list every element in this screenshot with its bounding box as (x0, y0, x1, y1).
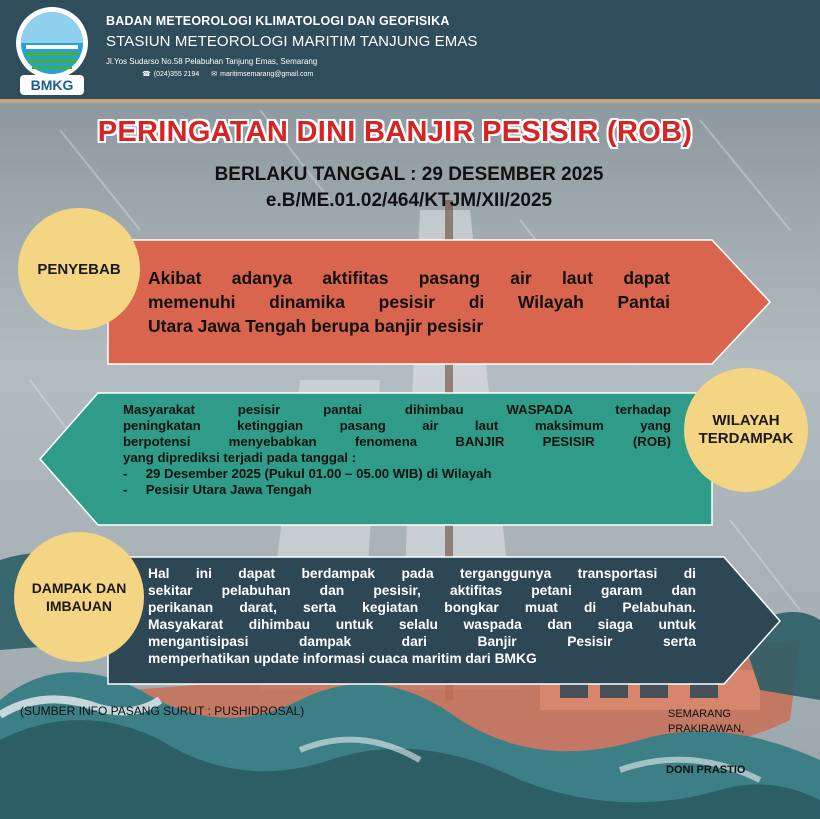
impact-text (148, 565, 696, 667)
impact-line-4: Masyakarat dihimbau untuk selalu waspada dan siaga untuk (148, 617, 696, 632)
signature-name: DONI PRASTIO (666, 764, 746, 776)
cause-line-2: memenuhi dinamika pesisir di Wilayah Pantai (148, 292, 670, 312)
station-name: STASIUN METEOROLOGI MARITIM TANJUNG EMAS (106, 33, 478, 50)
cause-label: PENYEBAB (37, 260, 121, 278)
document-number: e.B/ME.01.02/464/KTJM/XII/2025 (265, 190, 553, 211)
area-line-3: berpotensi menyebabkan fenomena BANJIR PESISIR (ROB) (123, 434, 671, 449)
area-item-1: - 29 Desember 2025 (Pukul 01.00 – 05.00 WIB) di Wilayah (123, 466, 492, 481)
impact-label-line1: DAMPAK DAN (31, 580, 127, 596)
area-label-line2: TERDAMPAK (698, 430, 794, 447)
impact-line-5: mengantisipasi dampak dari Banjir Pesisir serta (148, 634, 696, 649)
logo-text: BMKG (30, 77, 74, 93)
signature-role: PRAKIRAWAN, (668, 723, 745, 735)
impact-line-6: memperhatikan update informasi cuaca maritim dari BMKG (148, 651, 537, 666)
impact-label-circle (14, 532, 144, 662)
impact-label-line2: IMBAUAN (45, 598, 113, 614)
org-name: BADAN METEOROLOGI KLIMATOLOGI DAN GEOFISIKA (106, 14, 450, 28)
phone-number: (024)355 2194 (153, 71, 200, 78)
source-note: (SUMBER INFO PASANG SURUT : PUSHIDROSAL) (20, 704, 305, 718)
area-line-4: yang diprediksi terjadi pada tanggal : (123, 450, 357, 465)
signature-city: SEMARANG (668, 708, 731, 720)
page-title: PERINGATAN DINI BANJIR PESISIR (ROB) (97, 116, 693, 148)
area-item-2: - Pesisir Utara Jawa Tengah (123, 482, 312, 497)
email-address: maritimsemarang@gmail.com (220, 71, 314, 78)
validity-date: BERLAKU TANGGAL : 29 DESEMBER 2025 (214, 164, 604, 185)
area-line-1: Masyarakat pesisir pantai dihimbau WASPADA terhadap (123, 402, 671, 417)
cause-line-1: Akibat adanya aktifitas pasang air laut dapat (148, 268, 670, 288)
impact-line-3: perikanan darat, serta kegiatan bongkar muat di Pelabuhan. (148, 600, 696, 615)
address: Jl.Yos Sudarso No.58 Pelabuhan Tanjung Emas, Semarang (106, 57, 318, 66)
area-line-2: peningkatan ketinggian pasang air laut maksimum yang (123, 418, 671, 433)
phone-icon: ☎ (142, 71, 151, 78)
area-label-line1: WILAYAH (712, 412, 780, 429)
cause-line-3: Utara Jawa Tengah berupa banjir pesisir (148, 316, 484, 336)
mail-icon: ✉ (211, 71, 218, 78)
impact-line-1: Hal ini dapat berdampak pada terganggunya transportasi di (148, 566, 696, 581)
impact-line-2: sekitar pelabuhan dan pesisir, aktifitas petani garam dan (148, 583, 696, 598)
